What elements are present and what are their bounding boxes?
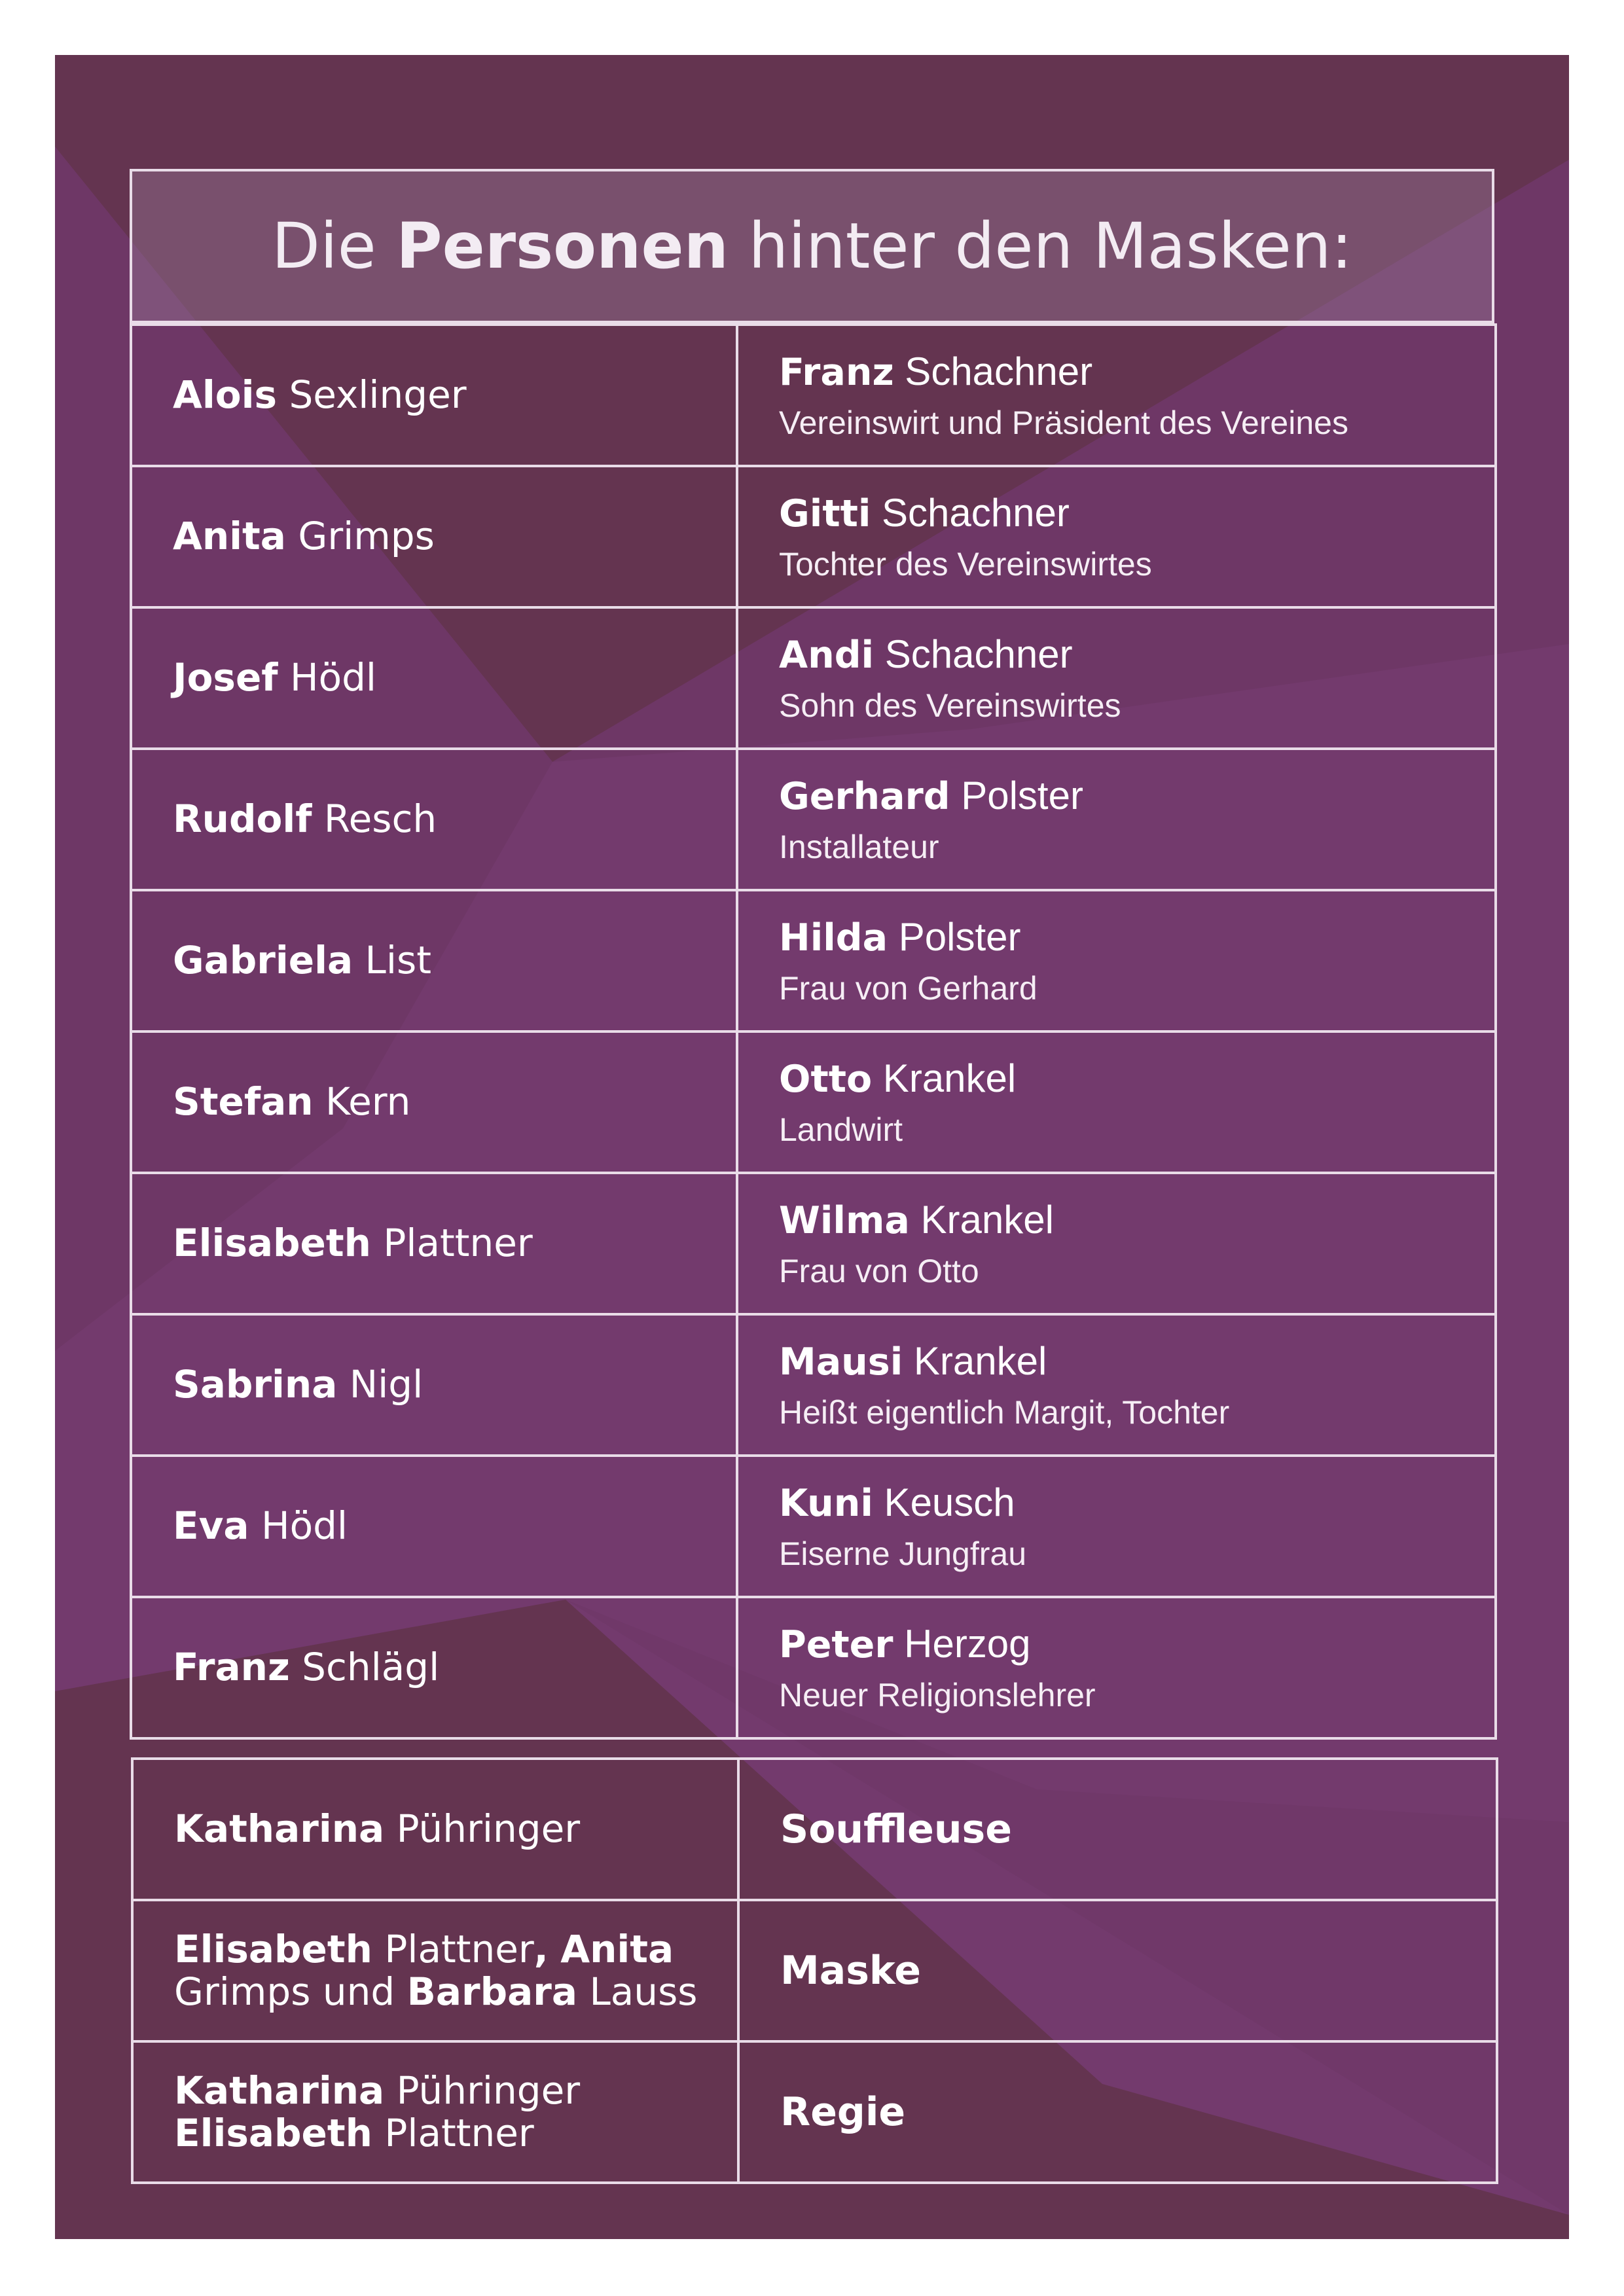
actor-name: Sabrina Nigl [173, 1362, 424, 1407]
character-cell [737, 1173, 1496, 1314]
character-cell [737, 1314, 1496, 1456]
cast-row [131, 1031, 1496, 1173]
character-description: Frau von Gerhard [779, 969, 1038, 1007]
character-cell [737, 890, 1496, 1031]
actor-name: Josef Hödl [173, 655, 376, 700]
crew-row-maske [132, 1900, 1497, 2041]
crew-row-souffleuse [132, 1759, 1497, 1900]
character-cell [737, 325, 1496, 466]
character-description: Installateur [779, 828, 939, 865]
crew-names: Katharina Pühringer Elisabeth Plattner [132, 2041, 738, 2183]
cast-row [131, 466, 1496, 607]
page-title: Die Personen hinter den Masken: [272, 209, 1352, 283]
cast-row [131, 1597, 1496, 1738]
actor-name: Gabriela List [173, 938, 431, 983]
crew-names: Elisabeth Plattner, Anita Grimps und Barbara Lauss [132, 1900, 738, 2041]
character-cell [737, 1597, 1496, 1738]
cast-row [131, 325, 1496, 466]
actor-cell [131, 1456, 737, 1597]
character-description: Sohn des Vereinswirtes [779, 687, 1121, 724]
character-name: Kuni Keusch [779, 1480, 1015, 1526]
cast-table [130, 323, 1497, 1740]
crew-table [131, 1757, 1498, 2184]
actor-cell [131, 749, 737, 890]
actor-cell [131, 1173, 737, 1314]
character-name: Wilma Krankel [779, 1198, 1054, 1243]
actor-name: Rudolf Resch [173, 797, 437, 842]
actor-name: Alois Sexlinger [173, 372, 467, 418]
cast-row [131, 1173, 1496, 1314]
crew-names: Katharina Pühringer [132, 1759, 738, 1900]
character-name: Gerhard Polster [779, 774, 1083, 819]
character-name: Peter Herzog [779, 1622, 1031, 1667]
character-description: Tochter des Vereinswirtes [779, 545, 1152, 583]
cast-row [131, 1314, 1496, 1456]
crew-row-regie [132, 2041, 1497, 2183]
actor-name: Stefan Kern [173, 1079, 411, 1124]
character-description: Heißt eigentlich Margit, Tochter [779, 1393, 1230, 1431]
actor-cell [131, 466, 737, 607]
character-cell [737, 466, 1496, 607]
character-description: Landwirt [779, 1111, 903, 1148]
character-name: Gitti Schachner [779, 491, 1070, 536]
character-name: Andi Schachner [779, 632, 1073, 677]
actor-cell [131, 1314, 737, 1456]
character-description: Eiserne Jungfrau [779, 1535, 1027, 1572]
crew-role: Maske [738, 1900, 1497, 2041]
character-cell [737, 1456, 1496, 1597]
cast-row [131, 1456, 1496, 1597]
cast-row [131, 749, 1496, 890]
character-name: Franz Schachner [779, 350, 1093, 395]
actor-cell [131, 890, 737, 1031]
crew-role: Souffleuse [738, 1759, 1497, 1900]
actor-cell [131, 1031, 737, 1173]
actor-name: Franz Schlägl [173, 1645, 440, 1690]
actor-cell [131, 325, 737, 466]
character-description: Frau von Otto [779, 1252, 979, 1289]
character-name: Otto Krankel [779, 1056, 1017, 1102]
crew-role: Regie [738, 2041, 1497, 2183]
character-cell [737, 1031, 1496, 1173]
character-cell [737, 749, 1496, 890]
cast-row [131, 890, 1496, 1031]
character-name: Hilda Polster [779, 915, 1021, 960]
actor-name: Eva Hödl [173, 1503, 348, 1549]
title-box [130, 169, 1494, 323]
actor-cell [131, 1597, 737, 1738]
actor-name: Anita Grimps [173, 514, 435, 559]
actor-name: Elisabeth Plattner [173, 1221, 533, 1266]
character-description: Vereinswirt und Präsident des Vereines [779, 404, 1348, 441]
character-name: Mausi Krankel [779, 1339, 1047, 1384]
cast-row [131, 607, 1496, 749]
actor-cell [131, 607, 737, 749]
character-description: Neuer Religionslehrer [779, 1676, 1096, 1713]
character-cell [737, 607, 1496, 749]
